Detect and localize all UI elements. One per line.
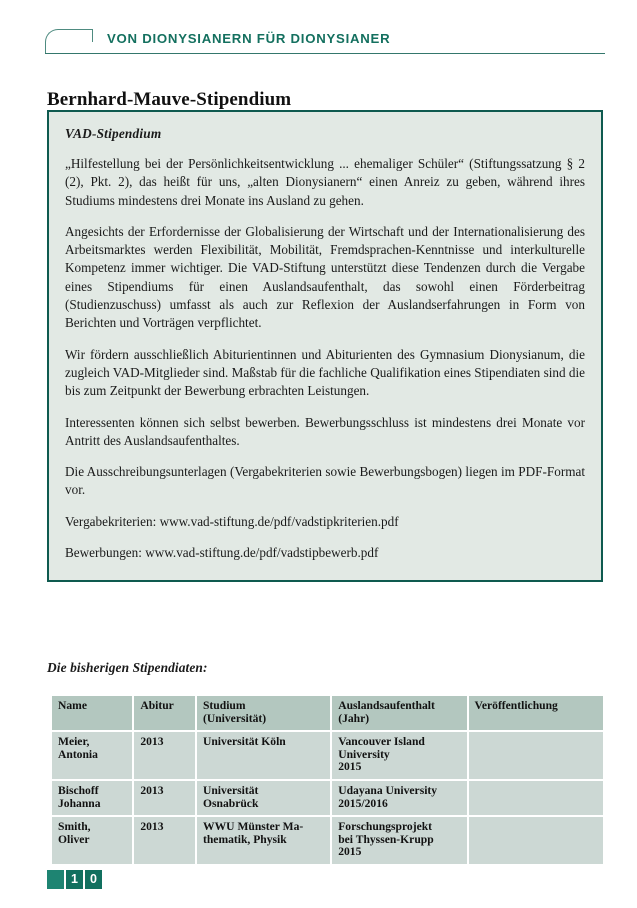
info-box — [47, 110, 603, 582]
column-header-line: Name — [58, 699, 87, 712]
info-box-title: VAD-Stipendium — [65, 126, 162, 141]
column-header-line: Auslandsaufenthalt — [338, 699, 435, 712]
bewerbungen-link[interactable]: Bewerbungen: www.vad-stiftung.de/pdf/vadstipbewerb.pdf — [65, 545, 379, 561]
folio-block: 1 — [66, 870, 83, 889]
cell-name: Meier, Antonia — [52, 732, 132, 779]
running-header-title: VON DIONYSIANERN FÜR DIONYSIANER — [107, 31, 391, 46]
cell-name: Smith, Oliver — [52, 817, 132, 864]
cell-abitur: 2013 — [134, 817, 195, 864]
info-box-paragraph: Wir fördern ausschließlich Abiturientinnen und Abiturienten des Gymnasium Dionysianum, die zugleich VAD-Mitglieder sind. Maßstab für die fachliche Qualifikation eines Stipendiaten sind die bis zum Zeitpunkt der Bewerbung erbrachten Leistungen. — [65, 346, 585, 399]
vergabekriterien-link[interactable]: Vergabekriterien: www.vad-stiftung.de/pdf/vadstipkriterien.pdf — [65, 513, 399, 529]
column-header-line: (Universität) — [202, 711, 267, 725]
cell-abitur: 2013 — [134, 781, 195, 815]
cell-veroeffentlichung — [469, 781, 603, 815]
running-header — [45, 27, 605, 59]
column-header-line: Studium — [202, 699, 246, 712]
column-header-name — [52, 696, 132, 730]
cell-name: Bischoff Johanna — [52, 781, 132, 815]
column-header-studium — [197, 696, 330, 730]
header-rule-divider — [45, 53, 605, 54]
table-caption: Die bisherigen Stipendiaten: — [47, 660, 208, 675]
cell-ausland: Vancouver Island University 2015 — [332, 732, 466, 779]
column-header-auslandsaufenthalt — [332, 696, 466, 730]
cell-studium: WWU Münster Ma- thematik, Physik — [197, 817, 330, 864]
table-row — [52, 732, 603, 779]
table-row — [52, 817, 603, 864]
cell-abitur: 2013 — [134, 732, 195, 779]
folio-block: 0 — [85, 870, 102, 889]
cell-ausland: Forschungsprojekt bei Thyssen-Krupp 2015 — [332, 817, 466, 864]
info-box-paragraph: Interessenten können sich selbst bewerben. Bewerbungsschluss ist mindestens drei Monate vor Antritt des Auslandsaufenthaltes. — [65, 414, 585, 448]
info-box-paragraph: Die Ausschreibungsunterlagen (Vergabekriterien sowie Bewerbungsbogen) liegen im PDF-Format vor. — [65, 464, 585, 498]
table-header-row — [52, 696, 603, 730]
cell-studium: Universität Osnabrück — [197, 781, 330, 815]
cell-ausland: Udayana University 2015/2016 — [332, 781, 466, 815]
stipendiaten-table — [50, 694, 605, 866]
column-header-abitur — [134, 696, 195, 730]
header-bracket-icon — [45, 29, 93, 54]
page-folio — [47, 870, 102, 889]
column-header-veroeffentlichung — [469, 696, 603, 730]
column-header-line: Veröffentlichung — [474, 699, 558, 712]
cell-veroeffentlichung — [469, 817, 603, 864]
header-bracket-stub-icon — [92, 29, 93, 42]
info-box-paragraph: Angesichts der Erfordernisse der Globalisierung der Wirtschaft und der Internationalisierung des Arbeitsmarktes werden Flexibilität, Mobilität, Fremdsprachen-Kenntnisse und interkulturelle Kompetenz immer wichtiger. Die VAD-Stiftung unterstützt diese Tendenzen durch die Vergabe eines Stipendiums für einen Auslandsaufenthalt, das sowohl einen Förderbeitrag (Studienzuschuss) umfasst als auch zur Reflexion der Auslandserfahrungen in Form von Berichten und Vorträgen verpflichtet. — [65, 223, 585, 331]
table-row — [52, 781, 603, 815]
cell-veroeffentlichung — [469, 732, 603, 779]
folio-block — [47, 870, 64, 889]
cell-studium: Universität Köln — [197, 732, 330, 779]
column-header-line: Abitur — [140, 699, 174, 712]
page-title: Bernhard-Mauve-Stipendium — [47, 88, 292, 110]
column-header-line: (Jahr) — [338, 711, 370, 725]
info-box-paragraph: „Hilfestellung bei der Persönlichkeitsentwicklung ... ehemaliger Schüler“ (Stiftungssatzung § 2 (2), Pkt. 2), das heißt für uns, „alten Dionysianern“ einen Anreiz zu geben, während ihres Studiums mindestens drei Monate ins Ausland zu gehen. — [65, 156, 585, 208]
